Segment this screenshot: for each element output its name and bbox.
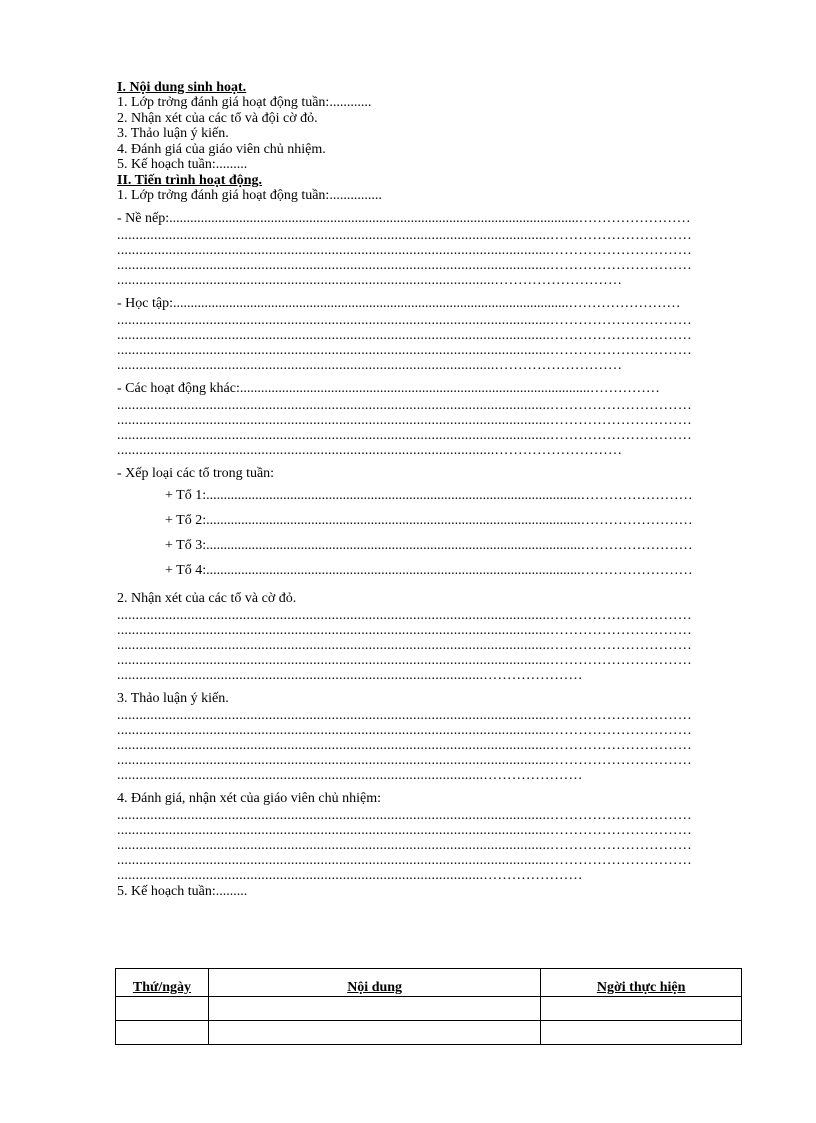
hoat-dong-khac-row <box>117 380 742 398</box>
to-4-row <box>117 558 700 583</box>
dotted-line: .....................................................................................................................………………………… <box>117 823 692 838</box>
dotted-leader: ....................................................................................................…………… <box>239 381 660 396</box>
dotted-line: .....................................................................................................................………………………… <box>117 243 692 258</box>
xep-loai-label: - Xếp loại các tổ trong tuần: <box>117 466 275 481</box>
ne-nep-row <box>117 210 742 228</box>
header-noi-dung: Nội dung <box>208 969 540 997</box>
table-cell <box>116 997 209 1021</box>
dotted-line: ......................................................................................................……………………… <box>117 358 623 373</box>
dotted-line: .....................................................................................................................………………………… <box>117 853 692 868</box>
dotted-line: .....................................................................................................................………………………… <box>117 653 692 668</box>
dotted-line: .....................................................................................................................………………………… <box>117 708 692 723</box>
document-page <box>117 80 742 901</box>
step3-label: 3. Thảo luận ý kiến. <box>117 691 229 706</box>
header-thu-ngay: Thứ/ngày <box>116 969 209 997</box>
hoc-tap-label: - Học tập: <box>117 296 173 311</box>
dotted-leader: ...........................................................................................................…………………… <box>206 488 693 503</box>
dotted-line: ...................................................................................................………………… <box>117 868 583 883</box>
dotted-line: .....................................................................................................................………………………… <box>117 753 692 768</box>
section1-item-1: 1. Lớp trởng đánh giá hoạt động tuần:............ <box>117 95 372 110</box>
dotted-line: ......................................................................................................……………………… <box>117 273 623 288</box>
dotted-line: .....................................................................................................................………………………… <box>117 343 692 358</box>
to-1-label: + Tổ 1: <box>165 488 207 503</box>
dotted-line: .....................................................................................................................………………………… <box>117 228 692 243</box>
dotted-line: .....................................................................................................................………………………… <box>117 738 692 753</box>
dotted-leader: ...........................................................................................................…………………… <box>206 538 693 553</box>
hoat-dong-khac-label: - Các hoạt động khác: <box>117 381 240 396</box>
section1-item-5: 5. Kế hoạch tuần:......... <box>117 157 248 172</box>
section1-item-4: 4. Đánh giá của giáo viên chủ nhiệm. <box>117 141 326 157</box>
dotted-line: ...................................................................................................………………… <box>117 768 583 783</box>
to-2-row <box>117 508 700 533</box>
dotted-line: .....................................................................................................................………………………… <box>117 808 692 823</box>
dotted-leader: .................................................................................................................…………………… <box>172 296 681 311</box>
dotted-line: .....................................................................................................................………………………… <box>117 723 692 738</box>
table-cell <box>541 1021 742 1045</box>
header-nguoi-thuc-hien: Ngời thực hiện <box>541 969 742 997</box>
dotted-line: .....................................................................................................................………………………… <box>117 313 692 328</box>
dotted-leader: ...........................................................................................................…………………… <box>206 513 693 528</box>
to-1-row <box>117 483 700 508</box>
step1-label: 1. Lớp trởng đánh giá hoạt động tuần:............... <box>117 187 382 203</box>
dotted-line: .....................................................................................................................………………………… <box>117 328 692 343</box>
table-header-row <box>116 969 742 997</box>
dotted-line: ......................................................................................................……………………… <box>117 443 623 458</box>
dotted-line: .....................................................................................................................………………………… <box>117 398 692 413</box>
dotted-line: .....................................................................................................................………………………… <box>117 638 692 653</box>
table-row <box>116 997 742 1021</box>
table-cell <box>208 997 540 1021</box>
table-row <box>116 1021 742 1045</box>
to-4-label: + Tổ 4: <box>165 563 207 578</box>
section1-item-2: 2. Nhận xét của các tổ và đội cờ đỏ. <box>117 110 318 126</box>
dotted-line: .....................................................................................................................………………………… <box>117 623 692 638</box>
table-cell <box>208 1021 540 1045</box>
to-2-label: + Tổ 2: <box>165 513 207 528</box>
dotted-leader: .....................................................................................................................…………………… <box>169 211 691 226</box>
weekly-plan-table <box>115 968 742 1045</box>
dotted-line: .....................................................................................................................………………………… <box>117 428 692 443</box>
section2-title: II. Tiến trình hoạt động. <box>117 172 262 188</box>
step5-label: 5. Kế hoạch tuần:......... <box>117 884 248 899</box>
dotted-line: .....................................................................................................................………………………… <box>117 838 692 853</box>
section1-item-3: 3. Thảo luận ý kiến. <box>117 126 229 141</box>
step2-label: 2. Nhận xét của các tổ và cờ đỏ. <box>117 591 297 606</box>
dotted-leader: ...........................................................................................................…………………… <box>206 563 693 578</box>
ne-nep-label: - Nề nếp: <box>117 211 170 226</box>
table-cell <box>541 997 742 1021</box>
table-cell <box>116 1021 209 1045</box>
hoc-tap-row <box>117 295 742 313</box>
to-3-row <box>117 533 700 558</box>
step4-label: 4. Đánh giá, nhận xét của giáo viên chủ nhiệm: <box>117 791 381 806</box>
to-3-label: + Tổ 3: <box>165 538 207 553</box>
dotted-line: .....................................................................................................................………………………… <box>117 413 692 428</box>
dotted-line: .....................................................................................................................………………………… <box>117 608 692 623</box>
dotted-line: ...................................................................................................………………… <box>117 668 583 683</box>
dotted-line: .....................................................................................................................………………………… <box>117 258 692 273</box>
section1-title: I. Nội dung sinh hoạt. <box>117 80 247 95</box>
